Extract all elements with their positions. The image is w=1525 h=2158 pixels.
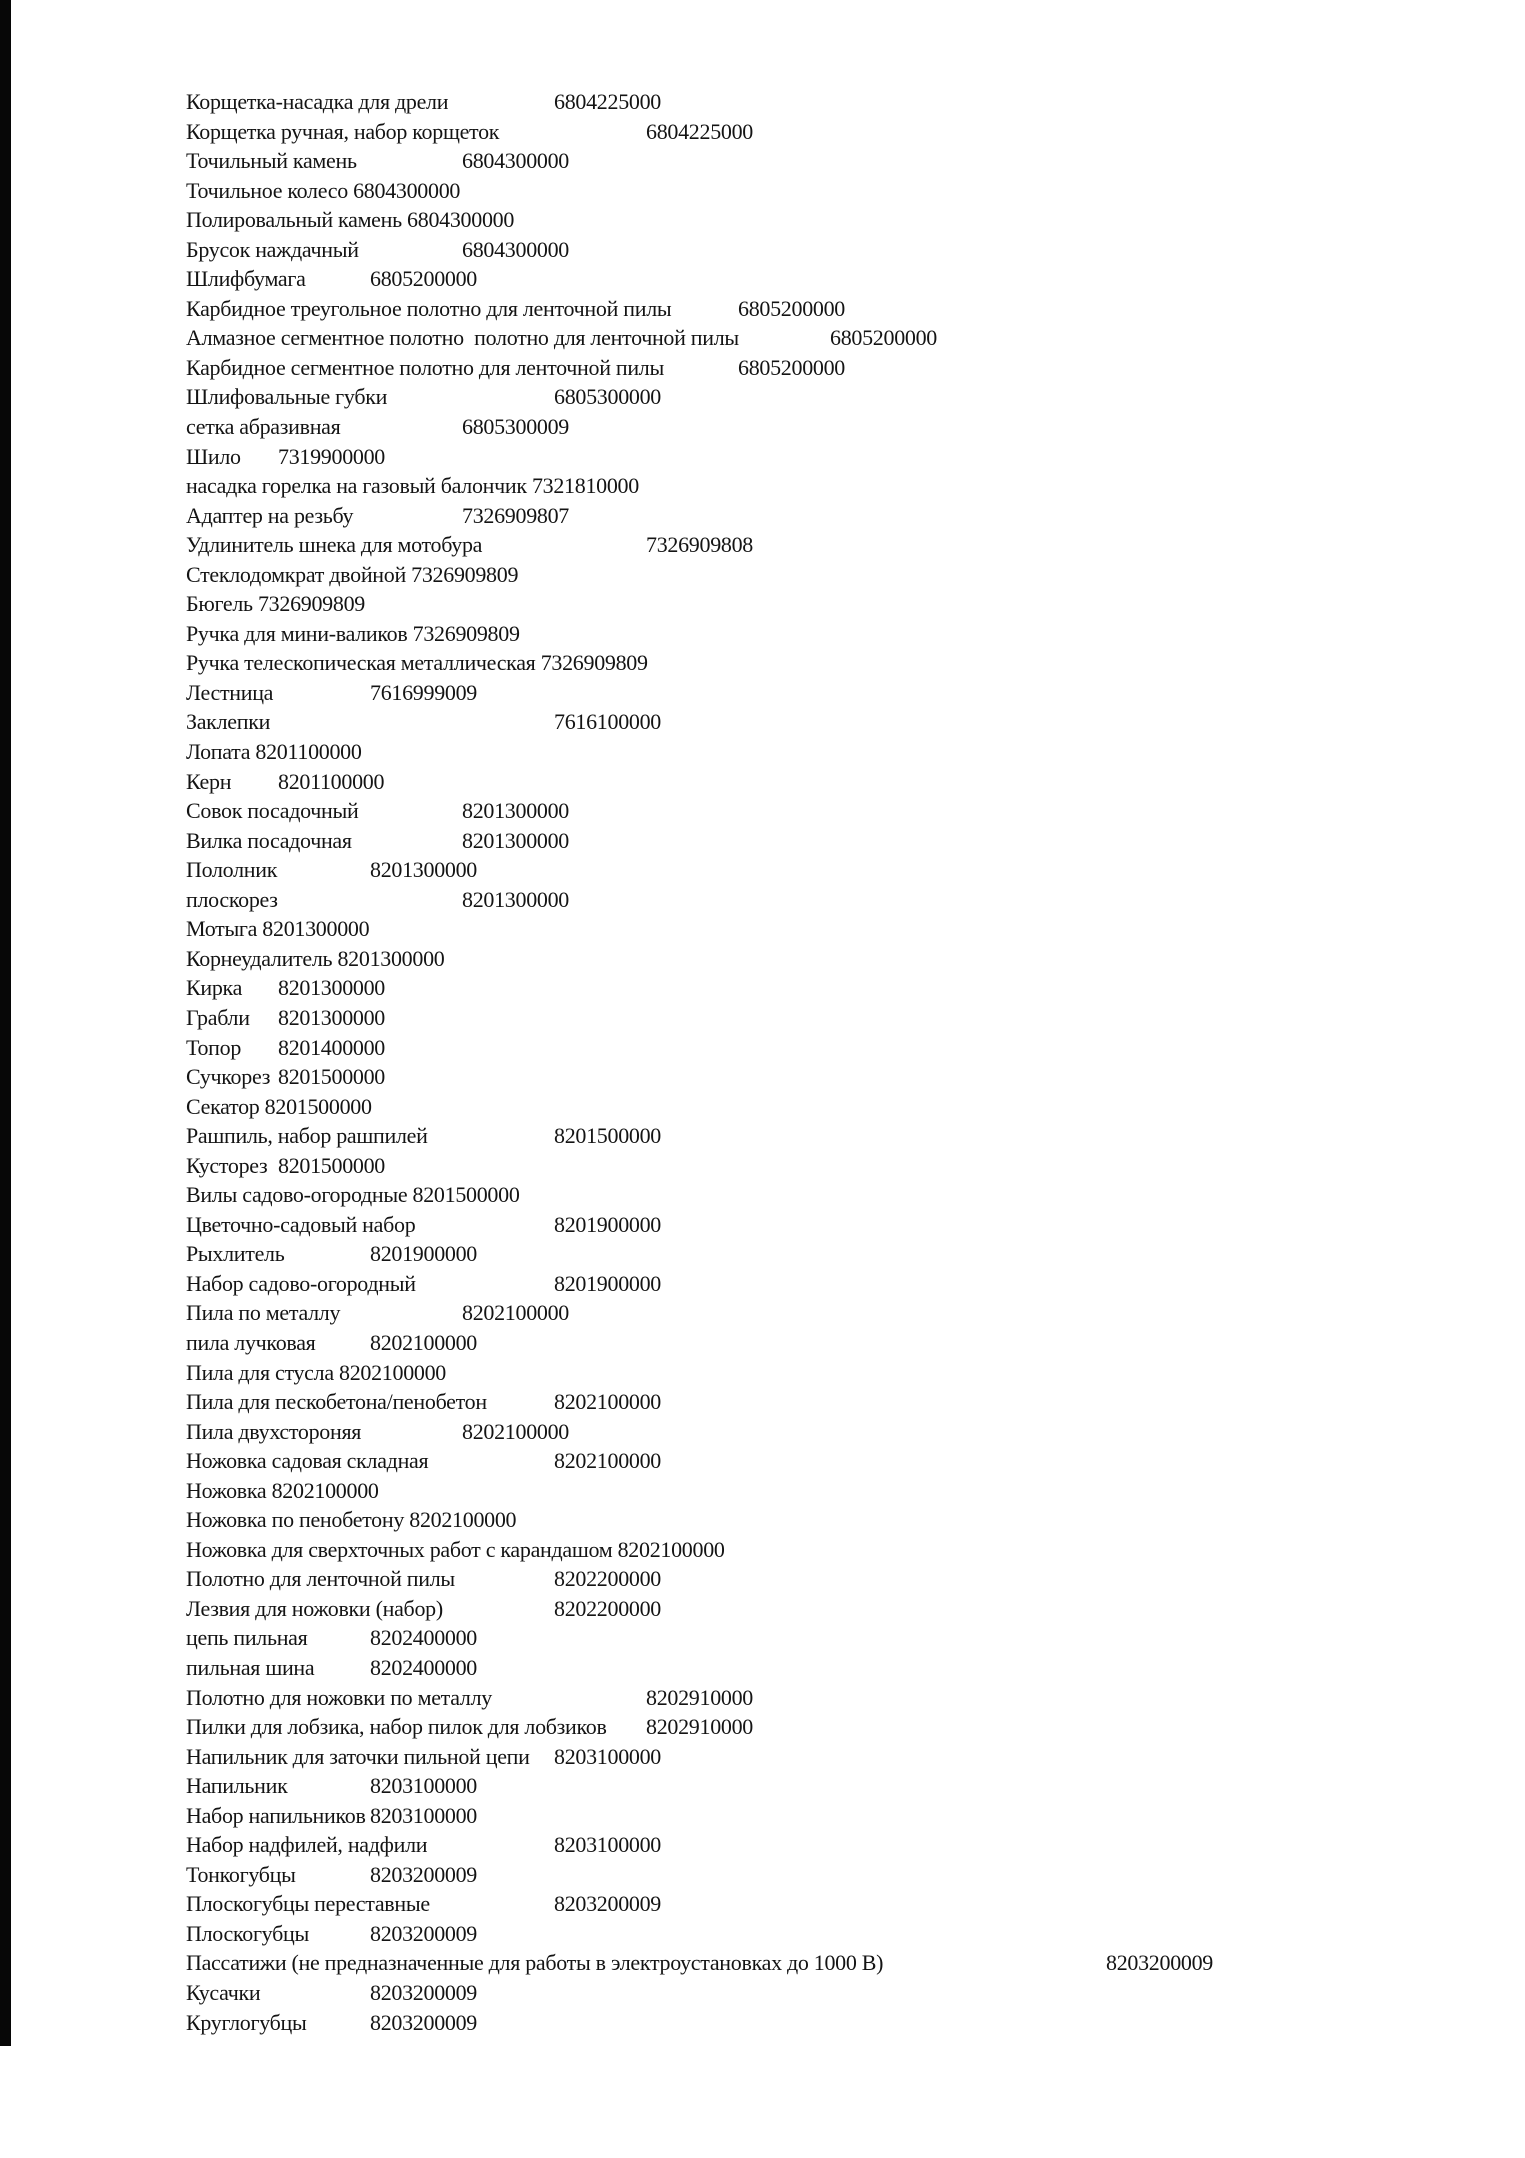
list-line: Пила по металлу 8202100000	[186, 1300, 570, 1326]
list-line: Вилы садово-огородные 8201500000	[186, 1182, 520, 1208]
list-line: Кирка 8201300000	[186, 975, 386, 1001]
list-line: Кусачки 8203200009	[186, 1980, 478, 2005]
list-line: Рашпиль, набор рашпилей 8201500000	[186, 1123, 662, 1149]
list-line: Карбидное треугольное полотно для ленточной пилы 6805200000	[186, 295, 846, 321]
list-line: цепь пильная 8202400000	[186, 1625, 478, 1651]
list-line: сетка абразивная 6805300009	[186, 414, 570, 440]
list-line: Корщетка-насадка для дрели 6804225000	[186, 89, 662, 114]
list-line: пила лучковая 8202100000	[186, 1329, 478, 1355]
list-line: Ножовка садовая складная 8202100000	[186, 1448, 662, 1474]
list-line: Алмазное сегментное полотно полотно для ленточной пилы 6805200000	[186, 325, 938, 351]
list-line: Вилка посадочная 8201300000	[186, 827, 570, 853]
list-line: Ножовка для сверхточных работ с карандашом 8202100000	[186, 1536, 725, 1562]
list-line: плоскорез 8201300000	[186, 886, 570, 912]
list-line: Точильное колесо 6804300000	[186, 177, 461, 203]
list-line: Плоскогубцы переставные 8203200009	[186, 1891, 662, 1917]
scan-edge-artifact	[0, 0, 11, 2046]
list-line: Стеклодомкрат двойной 7326909809	[186, 561, 519, 587]
list-line: Пололник 8201300000	[186, 857, 478, 883]
list-line: Цветочно-садовый набор 8201900000	[186, 1211, 662, 1237]
list-line: Ручка телескопическая металлическая 7326909809	[186, 650, 648, 676]
list-line: Круглогубцы 8203200009	[186, 2009, 478, 2035]
list-line: Тонкогубцы 8203200009	[186, 1861, 478, 1887]
list-line: Бюгель 7326909809	[186, 591, 365, 617]
list-line: Заклепки 7616100000	[186, 709, 662, 735]
list-line: Ножовка по пенобетону 8202100000	[186, 1507, 517, 1533]
list-line: Полировальный камень 6804300000	[186, 207, 515, 233]
list-line: Пассатижи (не предназначенные для работы в электроустановках до 1000 В) 8203200009	[186, 1950, 1214, 1976]
list-line: Плоскогубцы 8203200009	[186, 1920, 478, 1946]
list-line: Кусторез 8201500000	[186, 1152, 386, 1178]
list-line: Шлифовальные губки 6805300000	[186, 384, 662, 410]
list-line: Лопата 8201100000	[186, 739, 362, 765]
list-line: Рыхлитель 8201900000	[186, 1241, 478, 1267]
list-line: Брусок наждачный 6804300000	[186, 236, 570, 262]
list-line: Шило 7319900000	[186, 443, 386, 469]
list-line: Пила для стусла 8202100000	[186, 1359, 446, 1385]
list-line: Пила для пескобетона/пенобетон 8202100000	[186, 1389, 662, 1415]
list-line: Лестница 7616999009	[186, 679, 478, 705]
list-line: Ручка для мини-валиков 7326909809	[186, 620, 520, 646]
product-code-list	[186, 87, 1506, 2037]
list-line: Сучкорез 8201500000	[186, 1064, 386, 1090]
list-line: Адаптер на резьбу 7326909807	[186, 502, 570, 528]
list-line: Пилки для лобзика, набор пилок для лобзиков 8202910000	[186, 1714, 754, 1740]
list-line: Набор садово-огородный 8201900000	[186, 1270, 662, 1296]
list-line: Ножовка 8202100000	[186, 1477, 379, 1503]
list-line: пильная шина 8202400000	[186, 1654, 478, 1680]
list-line: Полотно для ножовки по металлу 8202910000	[186, 1684, 754, 1710]
list-line: Карбидное сегментное полотно для ленточной пилы 6805200000	[186, 354, 846, 380]
list-line: Пила двухстороняя 8202100000	[186, 1418, 570, 1444]
list-line: Секатор 8201500000	[186, 1093, 372, 1119]
list-line: Топор 8201400000	[186, 1034, 386, 1060]
list-line: Напильник 8203100000	[186, 1773, 478, 1799]
list-line: Напильник для заточки пильной цепи 8203100000	[186, 1743, 662, 1769]
list-line: Грабли 8201300000	[186, 1004, 386, 1030]
list-line: Набор напильников 8203100000	[186, 1802, 478, 1828]
list-line: Шлифбумага 6805200000	[186, 266, 478, 292]
list-line: Керн 8201100000	[186, 768, 385, 794]
list-line: Мотыга 8201300000	[186, 916, 370, 942]
list-line: Удлинитель шнека для мотобура 7326909808	[186, 532, 754, 558]
list-line: Точильный камень 6804300000	[186, 148, 570, 174]
list-line: Лезвия для ножовки (набор) 8202200000	[186, 1595, 662, 1621]
list-line: Совок посадочный 8201300000	[186, 798, 570, 824]
list-line: Корщетка ручная, набор корщеток 6804225000	[186, 118, 754, 144]
list-line: Корнеудалитель 8201300000	[186, 945, 445, 971]
list-line: Набор надфилей, надфили 8203100000	[186, 1832, 662, 1858]
list-line: насадка горелка на газовый балончик 7321810000	[186, 473, 639, 499]
list-line: Полотно для ленточной пилы 8202200000	[186, 1566, 662, 1592]
